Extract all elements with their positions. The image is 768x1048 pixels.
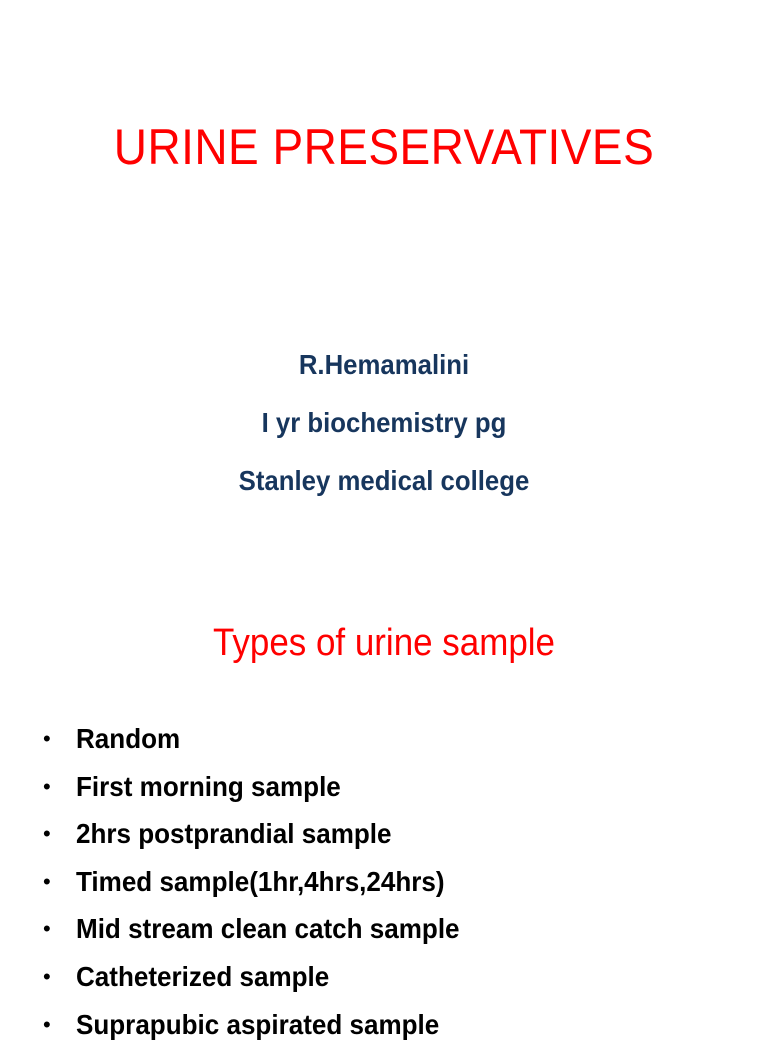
bullet-icon: • bbox=[43, 726, 51, 751]
author-name: R.Hemamalini bbox=[298, 349, 470, 380]
slide-heading: Types of urine sample bbox=[212, 622, 556, 664]
list-item: • Timed sample(1hr,4hrs,24hrs) bbox=[40, 858, 488, 906]
bullet-icon: • bbox=[43, 821, 51, 847]
list-item: • Suprapubic aspirated sample bbox=[40, 1001, 488, 1048]
slide-types-of-urine-sample bbox=[0, 580, 768, 1040]
bullet-list bbox=[40, 715, 488, 1048]
list-item: • First morning sample bbox=[40, 763, 488, 811]
list-item: • 2hrs postprandial sample bbox=[40, 810, 488, 858]
author-institution: Stanley medical college bbox=[238, 465, 530, 496]
bullet-icon: • bbox=[43, 1011, 51, 1037]
bullet-icon: • bbox=[43, 963, 51, 989]
bullet-icon: • bbox=[43, 916, 51, 942]
author-block bbox=[0, 336, 768, 510]
bullet-icon: • bbox=[43, 868, 51, 894]
bullet-icon: • bbox=[43, 773, 51, 799]
slide-title-heading: URINE PRESERVATIVES bbox=[113, 119, 655, 175]
list-item: • Catheterized sample bbox=[40, 953, 488, 1001]
list-item: • Random bbox=[40, 715, 488, 763]
author-course: I yr biochemistry pg bbox=[261, 407, 507, 438]
list-item: • Mid stream clean catch sample bbox=[40, 905, 488, 953]
